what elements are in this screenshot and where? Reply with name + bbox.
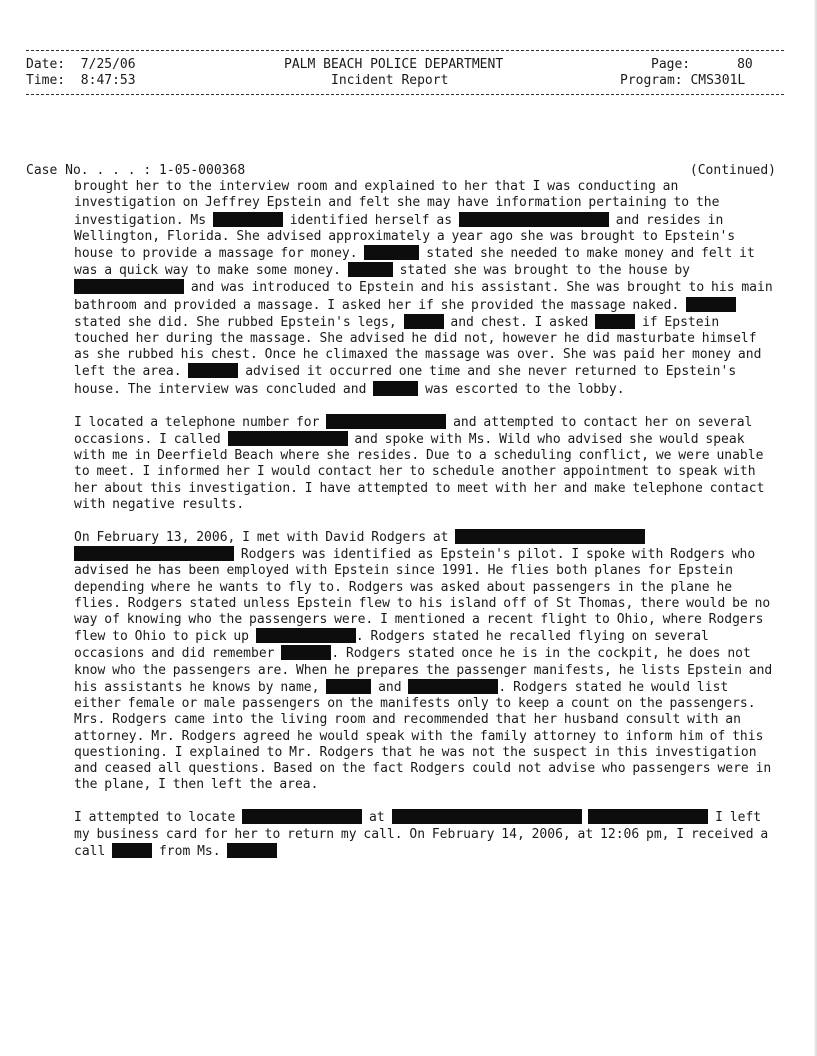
redaction-box [228,431,348,446]
redaction-box [404,314,444,329]
redaction-box [326,414,446,429]
redaction-box [408,679,498,694]
redaction-box [588,809,708,824]
redaction-box [459,212,609,227]
text-segment: and attempted to contact her on several occasions. I called [74,414,753,448]
text-segment: was escorted to the lobby. [425,381,625,397]
redaction-box [227,843,277,858]
program-label: Program: [620,73,683,88]
page-number: 80 [737,57,753,72]
time-line [26,73,136,89]
redaction-box [213,212,283,227]
paragraph-locate [26,809,776,860]
text-segment: at [369,810,385,826]
text-segment: stated she needed to make money and felt it was a quick way to make some money. [74,246,755,279]
time-label: Time: [26,73,66,88]
text-segment: I left my business card for her to return my call. On February 14, 2006, at 12:06 pm, I received a call [74,810,769,859]
redaction-box [455,529,645,544]
redaction-box [373,381,418,396]
program-line [620,73,745,89]
text-segment: Rodgers was identified as Epstein's pilot. I spoke with Rodgers who advised he has been employed with Epstein since 1991. He flies both planes for Epstein depending where he wants to fly to. Rodgers was asked about passengers in the plane he flies. Rodgers stated unless Epstein flew to his island off of St Thomas, there would be no way of knowing who the passengers were. I mentioned a recent flight to Ohio, where Rodgers flew to Ohio to pick up [74,547,771,645]
text-segment: I located a telephone number for [74,414,320,430]
redaction-box [281,645,331,660]
time-value: 8:47:53 [80,73,136,88]
text-segment: and chest. I asked [450,314,589,330]
continued-label: (Continued) [689,163,776,178]
redaction-box [348,262,393,277]
case-number: Case No. . . . : 1-05-000368 [26,163,246,178]
text-segment: . Rodgers stated he recalled flying on several occasions and did remember [74,629,709,662]
redaction-box [392,809,582,824]
report-body [26,163,776,876]
page-label: Page: [651,57,691,72]
text-segment: advised it occurred one time and she never returned to Epstein's house. The interview was concluded and [74,364,737,397]
text-segment: I attempted to locate [74,810,236,826]
redaction-box [112,843,152,858]
date-value: 7/25/06 [80,57,136,72]
redaction-box [74,546,234,561]
date-line [26,57,136,73]
redaction-box [256,628,356,643]
text-segment: from Ms. [158,843,221,859]
redaction-box [364,245,419,260]
text-segment: and [378,679,402,695]
text-segment: stated she did. She rubbed Epstein's legs, [74,314,397,330]
department-name: PALM BEACH POLICE DEPARTMENT [284,57,504,72]
redaction-box [242,809,362,824]
redaction-box [326,679,371,694]
text-segment: if Epstein touched her during the massage. She advised he did not, however he did masturbate himself as she rubbed his chest. Once he climaxed the massage was over. She was paid her money and left the area. [74,314,762,380]
text-segment: stated she was brought to the house by [399,263,691,279]
paragraph-telephone [26,414,776,513]
program-code: CMS301L [690,73,746,88]
paragraph-rodgers [26,529,776,793]
page-line [651,57,753,73]
redaction-box [188,363,238,378]
redaction-box [686,297,736,312]
case-number-line [26,163,776,179]
header-rule-top [26,50,784,51]
text-segment: . Rodgers stated once he is in the cockpit, he does not know who the passengers are. When he prepares the passenger manifests, he lists Epstein and his assistants he knows by name, [74,646,773,695]
redaction-box [74,279,184,294]
report-type: Incident Report [331,73,449,88]
text-segment: . Rodgers stated he would list either female or male passengers on the manifests only to keep a count on the passengers. Mrs. Rodgers came into the living room and recommended that her husband consult with an attorney. Mr. Rodgers agreed he would speak with the family attorney to inform him of this questioning. I explained to Mr. Rodgers that he was not the suspect in this investigation and ceased all questions. Based on the fact Rodgers could not advise who passengers were in the plane, I then left the area. [74,679,772,793]
text-segment: and resides in Wellington, Florida. She advised approximately a year ago she was brought to Epstein's house to provide a massage for money. [74,212,736,262]
paragraph-interview [26,179,776,398]
text-segment: brought her to the interview room and explained to her that I was conducting an investigation on Jeffrey Epstein and felt she may have information pertaining to the investigation. Ms [74,179,720,228]
redaction-box [595,314,635,329]
text-segment: and was introduced to Epstein and his assistant. She was brought to his main bathroom and provided a massage. I asked her if she provided the massage naked. [74,280,773,313]
header-rule-bottom [26,94,784,95]
text-segment: and spoke with Ms. Wild who advised she would speak with me in Deerfield Beach where she resides. Due to a scheduling conflict, we were unable to meet. I informed her I would contact her to schedule another appointment to speak with her about this investigation. I have attempted to meet with her and make telephone contact with negative results. [74,432,765,512]
text-segment: On February 13, 2006, I met with David Rodgers at [74,530,449,546]
date-label: Date: [26,57,66,72]
text-segment: identified herself as [289,212,453,228]
